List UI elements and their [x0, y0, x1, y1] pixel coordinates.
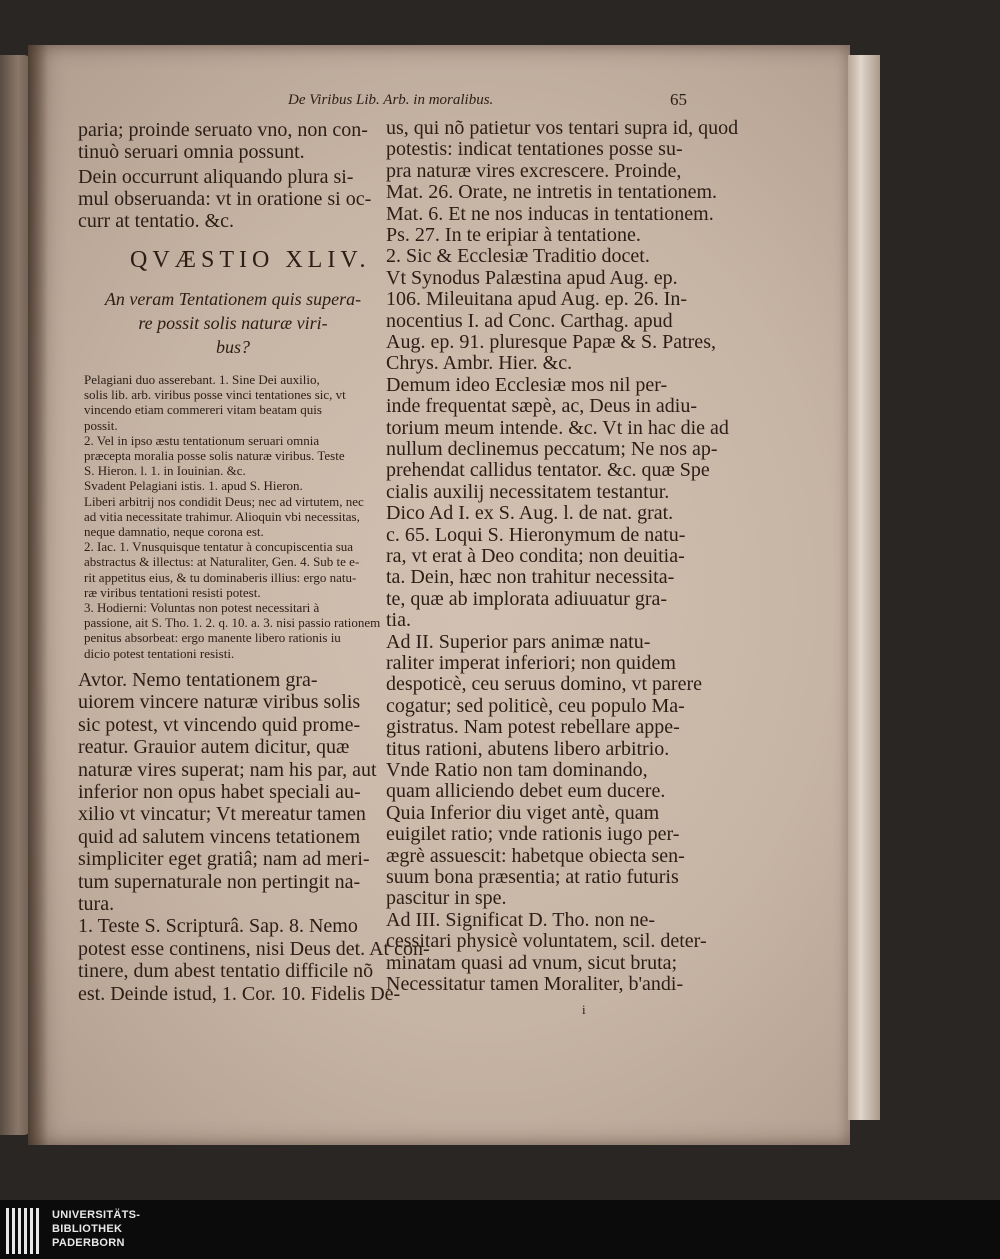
right-body-line: Chrys. Ambr. Hier. &c.: [386, 352, 573, 375]
question-subtitle: [98, 287, 368, 359]
objection-line: ad vitia necessitate trahimur. Alioquin vbi necessitas,: [84, 508, 360, 524]
objection-line: penitus absorbeat: ergo manente libero rationis iu: [84, 630, 341, 646]
library-footer: [0, 1200, 1000, 1259]
right-body-line: nocentius I. ad Conc. Carthag. apud: [386, 309, 673, 332]
right-body-line: cogatur; sed politicè, ceu populo Ma-: [386, 694, 685, 717]
right-body-line: ægrè assuescit: habetque obiecta sen-: [386, 844, 685, 867]
left-body-line: est. Deinde istud, 1. Cor. 10. Fidelis De-: [78, 982, 401, 1005]
left-page-edge: [0, 55, 30, 1135]
catchword: i: [582, 1002, 586, 1017]
left-body-line: simpliciter eget gratiâ; nam ad meri-: [78, 848, 370, 871]
logo-line: UNIVERSITÄTS-: [52, 1209, 141, 1221]
question-title: QVÆSTIO XLIV.: [130, 247, 371, 273]
objection-line: Svadent Pelagiani istis. 1. apud S. Hieron.: [84, 478, 303, 494]
left-body-line: tura.: [78, 893, 115, 915]
right-body-line: minatam quasi ad vnum, sicut bruta;: [386, 951, 678, 974]
right-body-line: Mat. 26. Orate, ne intretis in tentationem.: [386, 181, 718, 204]
right-body-line: Ad II. Superior pars animæ natu-: [386, 630, 651, 653]
right-body-line: cialis auxilij necessitatem testantur.: [386, 480, 670, 503]
logo-line: PADERBORN: [52, 1237, 125, 1249]
right-body-line: Vnde Ratio non tam dominando,: [386, 759, 648, 781]
subtitle-line: re possit solis naturæ viri-: [138, 313, 328, 333]
left-body-line: quid ad salutem vincens tetationem: [78, 825, 361, 848]
left-body-line: reatur. Grauior autem dicitur, quæ: [78, 736, 350, 759]
left-body-line: tum supernaturale non pertingit na-: [78, 870, 361, 893]
library-logo-text: [52, 1208, 140, 1250]
right-body-line: ta. Dein, hæc non trahitur necessita-: [386, 566, 675, 589]
right-body-line: suum bona præsentia; at ratio futuris: [386, 866, 679, 888]
left-top-line: paria; proinde seruato vno, non con-: [78, 119, 368, 141]
right-body-line: ra, vt erat à Deo condita; non deuitia-: [386, 545, 685, 567]
objection-line: Pelagiani duo asserebant. 1. Sine Dei auxilio,: [84, 372, 320, 387]
right-body-line: Ad III. Significat D. Tho. non ne-: [386, 908, 656, 931]
right-body-line: pra naturæ vires excrescere. Proinde,: [386, 159, 682, 182]
right-body-line: prehendat callidus tentator. &c. quæ Spe: [386, 459, 710, 482]
left-body-line: naturæ vires superat; nam his par, aut: [78, 758, 377, 781]
library-logo-icon: [6, 1208, 46, 1254]
right-body-line: potestis: indicat tentationes posse su-: [386, 138, 683, 161]
objection-line: ræ viribus tentationi resisti potest.: [84, 584, 261, 600]
page-stack-edge: [848, 55, 880, 1120]
right-body-line: Mat. 6. Et ne nos inducas in tentationem.: [386, 202, 714, 225]
right-body-line: cessitari physicè voluntatem, scil. deter-: [386, 930, 707, 953]
right-body-line: pascitur in spe.: [386, 887, 507, 910]
right-body-line: inde frequentat sæpè, ac, Deus in adiu-: [386, 395, 698, 418]
right-body-line: 2. Sic & Ecclesiæ Traditio docet.: [386, 245, 650, 268]
right-body-line: torium meum intende. &c. Vt in hac die ad: [386, 416, 729, 439]
right-body-line: quam alliciendo debet eum ducere.: [386, 780, 666, 803]
right-body-line: us, qui nõ patietur vos tentari supra id, quod: [386, 117, 739, 139]
right-body-line: nullum declinemus peccatum; Ne nos ap-: [386, 438, 718, 460]
objection-line: Liberi arbitrij nos condidit Deus; nec ad virtutem, nec: [84, 493, 364, 509]
right-body-line: euigilet ratio; vnde rationis iugo per-: [386, 823, 680, 846]
left-body-line: inferior non opus habet speciali au-: [78, 781, 361, 803]
objection-line: vincendo etiam commereri vitam beatam quis: [84, 402, 322, 418]
right-body-line: Ps. 27. In te eripiar à tentatione.: [386, 224, 641, 246]
objection-line: rit appetitus eius, & tu dominaberis illius: ergo natu-: [84, 569, 357, 585]
subtitle-line: bus?: [215, 337, 250, 357]
left-top-line: tinuò seruari omnia possunt.: [78, 141, 305, 163]
left-body-line: 1. Teste S. Scripturâ. Sap. 8. Nemo: [78, 915, 358, 938]
objection-line: passione, ait S. Tho. 1. 2. q. 10. a. 3. nisi passio rationem: [84, 615, 381, 631]
left-top-line: mul obseruanda: vt in oratione si oc-: [78, 188, 372, 210]
left-top-line: Dein occurrunt aliquando plura si-: [78, 166, 354, 188]
right-body-line: gistratus. Nam potest rebellare appe-: [386, 716, 680, 739]
objection-line: neque damnatio, neque corona est.: [84, 524, 264, 539]
right-body-line: titus rationi, abutens libero arbitrio.: [386, 737, 670, 760]
objection-line: 3. Hodierni: Voluntas non potest necessitari à: [84, 600, 320, 615]
right-body-line: te, quæ ab implorata adiuuatur gra-: [386, 587, 668, 610]
objection-line: 2. Iac. 1. Vnusquisque tentatur à concupiscentia sua: [84, 539, 354, 555]
left-body-line: potest esse continens, nisi Deus det. At con-: [78, 937, 430, 960]
right-body-line: Demum ideo Ecclesiæ mos nil per-: [386, 373, 668, 396]
left-top-line: curr at tentatio. &c.: [78, 210, 235, 232]
right-body-line: despoticè, ceu seruus domino, vt parere: [386, 673, 703, 696]
left-body-line: tinere, dum abest tentatio difficile nõ: [78, 960, 374, 983]
subtitle-line: An veram Tentationem quis supera-: [104, 289, 362, 309]
right-body-line: Necessitatur tamen Moraliter, b'andi-: [386, 973, 684, 995]
right-body-line: raliter imperat inferiori; non quidem: [386, 652, 676, 674]
objection-line: possit.: [84, 417, 118, 433]
right-body-line: Vt Synodus Palæstina apud Aug. ep.: [386, 266, 678, 289]
objection-line: S. Hieron. l. 1. in Iouinian. &c.: [84, 463, 246, 479]
logo-line: BIBLIOTHEK: [52, 1223, 123, 1235]
objection-line: abstractus & illectus: at Naturaliter, Gen. 4. Sub te e-: [84, 554, 360, 570]
left-body-line: uiorem vincere naturæ viribus solis: [78, 691, 361, 714]
right-body-line: Dico Ad I. ex S. Aug. l. de nat. grat.: [386, 502, 674, 525]
right-body-line: tia.: [386, 609, 411, 632]
left-body-line: Avtor. Nemo tentationem gra-: [78, 669, 318, 691]
objection-line: præcepta moralia posse solis naturæ viribus. Teste: [84, 448, 345, 463]
objection-line: dicio potest tentationi resisti.: [84, 645, 235, 661]
right-body-line: Aug. ep. 91. pluresque Papæ & S. Patres,: [386, 331, 716, 353]
right-body-line: 106. Mileuitana apud Aug. ep. 26. In-: [386, 288, 688, 311]
objection-line: solis lib. arb. viribus posse vinci tentationes sic, vt: [84, 387, 346, 403]
page-number: 65: [670, 90, 687, 109]
left-body-line: sic potest, vt vincendo quid prome-: [78, 713, 361, 736]
objection-line: 2. Vel in ipso æstu tentationum seruari omnia: [84, 432, 320, 448]
right-body-line: c. 65. Loqui S. Hieronymum de natu-: [386, 523, 686, 546]
right-body-line: Quia Inferior diu viget antè, quam: [386, 801, 660, 824]
gutter-shadow: [28, 45, 48, 1145]
left-body-line: xilio vt vincatur; Vt mereatur tamen: [78, 803, 366, 826]
running-title: De Viribus Lib. Arb. in moralibus.: [288, 92, 494, 108]
